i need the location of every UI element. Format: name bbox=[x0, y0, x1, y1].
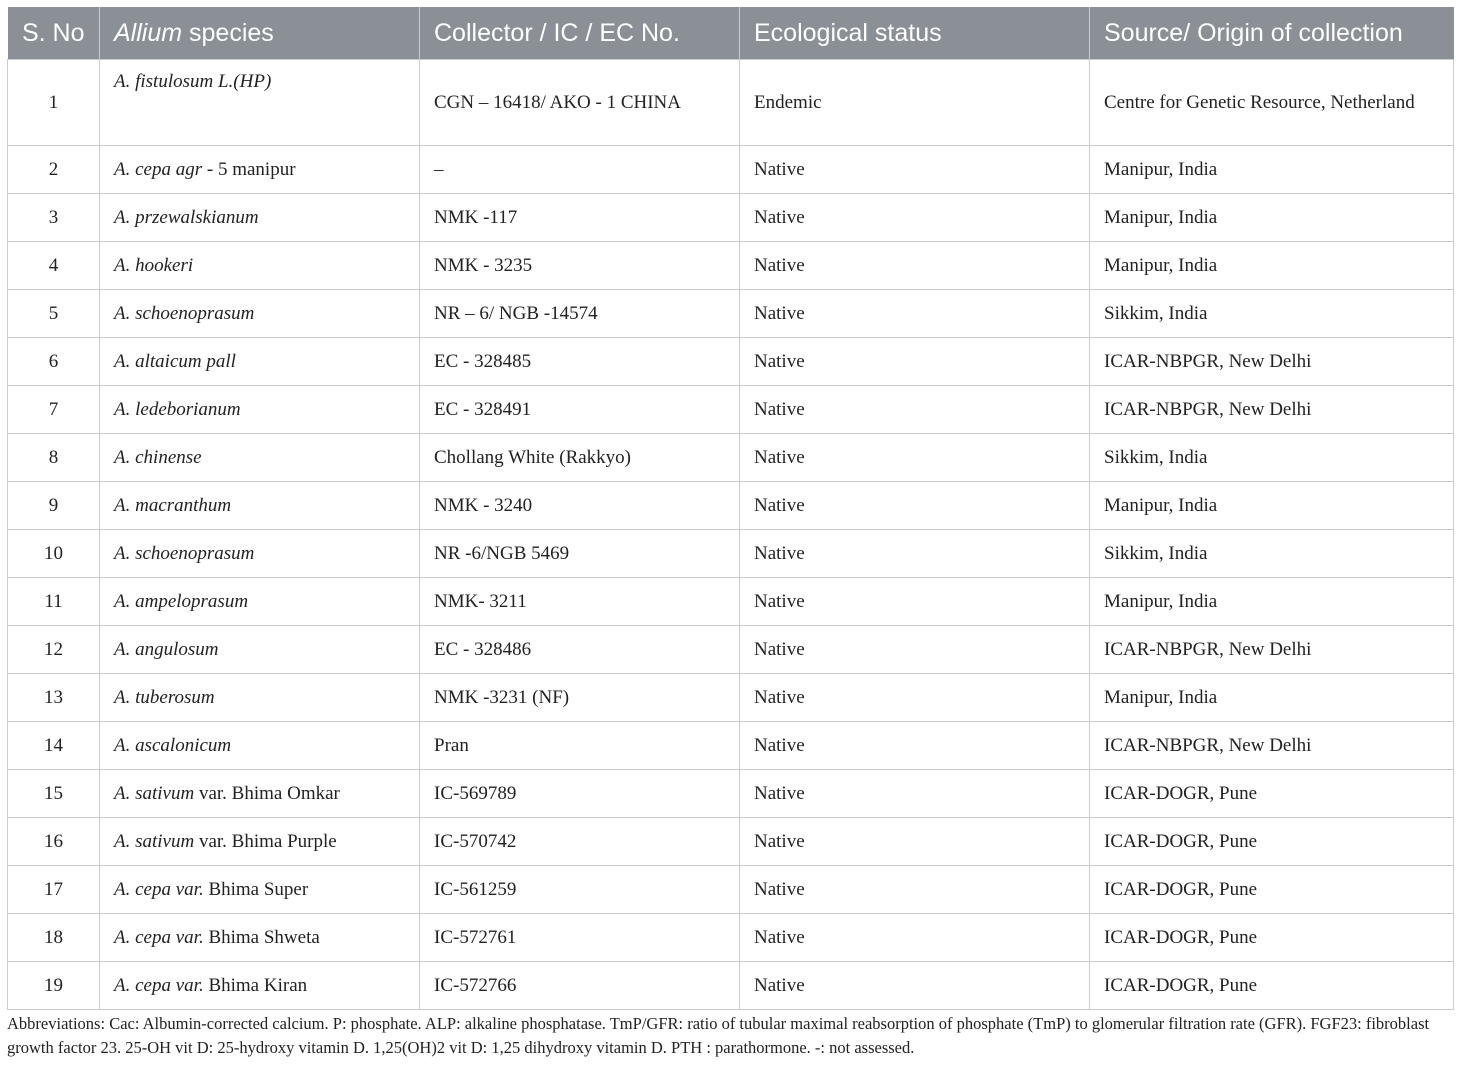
species-italic: A. przewalskianum bbox=[114, 206, 259, 228]
row-species bbox=[100, 434, 420, 482]
row-status: Native bbox=[740, 242, 1090, 290]
row-species bbox=[100, 722, 420, 770]
row-number: 1 bbox=[8, 60, 100, 146]
row-species bbox=[100, 290, 420, 338]
row-collector: IC-569789 bbox=[420, 770, 740, 818]
species-italic: A. tuberosum bbox=[114, 686, 215, 708]
row-number: 5 bbox=[8, 290, 100, 338]
row-collector: CGN – 16418/ AKO - 1 CHINA bbox=[420, 60, 740, 146]
species-rest: Bhima Kiran bbox=[203, 974, 308, 996]
row-species bbox=[100, 60, 420, 146]
row-number: 16 bbox=[8, 818, 100, 866]
row-number: 6 bbox=[8, 338, 100, 386]
table-row bbox=[8, 530, 1454, 578]
table-row bbox=[8, 386, 1454, 434]
row-source: Sikkim, India bbox=[1090, 530, 1454, 578]
row-collector: EC - 328491 bbox=[420, 386, 740, 434]
table-row bbox=[8, 914, 1454, 962]
row-status: Native bbox=[740, 386, 1090, 434]
species-italic: A. schoenoprasum bbox=[114, 302, 255, 324]
row-number: 18 bbox=[8, 914, 100, 962]
table-row bbox=[8, 482, 1454, 530]
row-status: Native bbox=[740, 434, 1090, 482]
species-italic: A. sativum bbox=[114, 782, 195, 804]
row-status: Native bbox=[740, 146, 1090, 194]
row-number: 19 bbox=[8, 962, 100, 1010]
header-sno: S. No bbox=[8, 7, 100, 60]
row-status: Native bbox=[740, 770, 1090, 818]
row-source: ICAR-NBPGR, New Delhi bbox=[1090, 386, 1454, 434]
row-species bbox=[100, 482, 420, 530]
row-number: 8 bbox=[8, 434, 100, 482]
row-source: ICAR-DOGR, Pune bbox=[1090, 914, 1454, 962]
row-collector: EC - 328486 bbox=[420, 626, 740, 674]
header-row bbox=[8, 7, 1454, 60]
species-rest: var. Bhima Purple bbox=[194, 830, 337, 852]
row-source: Manipur, India bbox=[1090, 242, 1454, 290]
row-species bbox=[100, 962, 420, 1010]
row-species bbox=[100, 530, 420, 578]
table-row bbox=[8, 818, 1454, 866]
row-species bbox=[100, 386, 420, 434]
species-italic: A. hookeri bbox=[114, 254, 194, 276]
row-collector: NMK - 3240 bbox=[420, 482, 740, 530]
table-footnote: Abbreviations: Cac: Albumin-corrected calcium. P: phosphate. ALP: alkaline phosphatase. TmP/GFR: ratio of tubular maximal reabsorption of phosphate (TmP) to glomerular filtration rate (GFR). FGF23: fibroblast growth factor 23. 25-OH vit D: 25-hydroxy vitamin D. 1,25(OH)2 vit D: 1,25 dihydroxy vitamin D. PTH : parathormone. -: not assessed. bbox=[7, 1014, 1430, 1057]
row-status: Native bbox=[740, 818, 1090, 866]
row-status: Native bbox=[740, 866, 1090, 914]
row-collector: Chollang White (Rakkyo) bbox=[420, 434, 740, 482]
row-source: Manipur, India bbox=[1090, 146, 1454, 194]
table-row bbox=[8, 674, 1454, 722]
row-status: Native bbox=[740, 674, 1090, 722]
species-italic: A. macranthum bbox=[114, 494, 232, 516]
row-species bbox=[100, 146, 420, 194]
species-rest: Bhima Shweta bbox=[203, 926, 320, 948]
row-source: Sikkim, India bbox=[1090, 434, 1454, 482]
row-status: Native bbox=[740, 482, 1090, 530]
table-body bbox=[8, 60, 1454, 1010]
row-source: Manipur, India bbox=[1090, 482, 1454, 530]
row-number: 17 bbox=[8, 866, 100, 914]
table-row bbox=[8, 434, 1454, 482]
species-italic: A. angulosum bbox=[114, 638, 219, 660]
header-collector: Collector / IC / EC No. bbox=[420, 7, 740, 60]
row-source: ICAR-DOGR, Pune bbox=[1090, 962, 1454, 1010]
row-number: 10 bbox=[8, 530, 100, 578]
row-status: Endemic bbox=[740, 60, 1090, 146]
row-source: Sikkim, India bbox=[1090, 290, 1454, 338]
row-collector: IC-572761 bbox=[420, 914, 740, 962]
row-species bbox=[100, 242, 420, 290]
row-status: Native bbox=[740, 962, 1090, 1010]
table-row bbox=[8, 626, 1454, 674]
row-collector: IC-570742 bbox=[420, 818, 740, 866]
allium-species-table bbox=[7, 7, 1454, 1010]
row-species bbox=[100, 866, 420, 914]
row-collector: IC-572766 bbox=[420, 962, 740, 1010]
header-species bbox=[100, 7, 420, 60]
species-italic: A. cepa var. bbox=[114, 878, 204, 900]
row-species bbox=[100, 818, 420, 866]
row-source: ICAR-NBPGR, New Delhi bbox=[1090, 626, 1454, 674]
table-row bbox=[8, 60, 1454, 146]
row-source: ICAR-DOGR, Pune bbox=[1090, 866, 1454, 914]
row-collector: NMK -3231 (NF) bbox=[420, 674, 740, 722]
row-collector: NR -6/NGB 5469 bbox=[420, 530, 740, 578]
row-collector: NR – 6/ NGB -14574 bbox=[420, 290, 740, 338]
species-italic: A. ascalonicum bbox=[114, 734, 232, 756]
row-status: Native bbox=[740, 578, 1090, 626]
row-source: ICAR-DOGR, Pune bbox=[1090, 818, 1454, 866]
row-source: Centre for Genetic Resource, Netherland bbox=[1090, 60, 1454, 146]
header-status: Ecological status bbox=[740, 7, 1090, 60]
row-source: ICAR-NBPGR, New Delhi bbox=[1090, 338, 1454, 386]
species-italic: A. ampeloprasum bbox=[114, 590, 249, 612]
row-species bbox=[100, 674, 420, 722]
row-number: 13 bbox=[8, 674, 100, 722]
table-row bbox=[8, 194, 1454, 242]
row-status: Native bbox=[740, 194, 1090, 242]
species-italic: A. fistulosum L.(HP) bbox=[114, 71, 272, 92]
species-rest: - 5 manipur bbox=[202, 158, 296, 180]
row-species bbox=[100, 770, 420, 818]
row-status: Native bbox=[740, 338, 1090, 386]
row-number: 7 bbox=[8, 386, 100, 434]
row-source: ICAR-DOGR, Pune bbox=[1090, 770, 1454, 818]
table-row bbox=[8, 338, 1454, 386]
row-number: 14 bbox=[8, 722, 100, 770]
table-row bbox=[8, 722, 1454, 770]
row-species bbox=[100, 194, 420, 242]
row-status: Native bbox=[740, 626, 1090, 674]
header-species-italic: Allium bbox=[114, 18, 183, 47]
row-species bbox=[100, 578, 420, 626]
row-number: 3 bbox=[8, 194, 100, 242]
row-number: 11 bbox=[8, 578, 100, 626]
row-number: 15 bbox=[8, 770, 100, 818]
table-row bbox=[8, 962, 1454, 1010]
species-italic: A. sativum bbox=[114, 830, 195, 852]
table-row bbox=[8, 770, 1454, 818]
row-collector: EC - 328485 bbox=[420, 338, 740, 386]
species-italic: A. schoenoprasum bbox=[114, 542, 255, 564]
row-collector: NMK -117 bbox=[420, 194, 740, 242]
row-collector: Pran bbox=[420, 722, 740, 770]
row-source: Manipur, India bbox=[1090, 194, 1454, 242]
row-number: 4 bbox=[8, 242, 100, 290]
row-species bbox=[100, 338, 420, 386]
species-italic: A. cepa var. bbox=[114, 926, 204, 948]
species-italic: A. cepa agr bbox=[114, 158, 203, 180]
row-status: Native bbox=[740, 914, 1090, 962]
row-source: ICAR-NBPGR, New Delhi bbox=[1090, 722, 1454, 770]
row-species bbox=[100, 914, 420, 962]
row-status: Native bbox=[740, 722, 1090, 770]
row-collector: – bbox=[420, 146, 740, 194]
table-container bbox=[7, 7, 1453, 1010]
row-number: 9 bbox=[8, 482, 100, 530]
table-row bbox=[8, 146, 1454, 194]
row-source: Manipur, India bbox=[1090, 578, 1454, 626]
table-row bbox=[8, 578, 1454, 626]
row-number: 12 bbox=[8, 626, 100, 674]
row-collector: IC-561259 bbox=[420, 866, 740, 914]
row-status: Native bbox=[740, 530, 1090, 578]
table-row bbox=[8, 290, 1454, 338]
species-italic: A. cepa var. bbox=[114, 974, 204, 996]
row-status: Native bbox=[740, 290, 1090, 338]
row-number: 2 bbox=[8, 146, 100, 194]
row-species bbox=[100, 626, 420, 674]
table-row bbox=[8, 242, 1454, 290]
species-italic: A. altaicum pall bbox=[114, 350, 236, 372]
table-row bbox=[8, 866, 1454, 914]
header-species-rest: species bbox=[182, 18, 274, 47]
header-source: Source/ Origin of collection bbox=[1090, 7, 1454, 60]
row-collector: NMK- 3211 bbox=[420, 578, 740, 626]
species-italic: A. chinense bbox=[114, 446, 202, 468]
table-header bbox=[8, 7, 1454, 60]
row-source: Manipur, India bbox=[1090, 674, 1454, 722]
row-collector: NMK - 3235 bbox=[420, 242, 740, 290]
species-italic: A. ledeborianum bbox=[114, 398, 241, 420]
species-rest: var. Bhima Omkar bbox=[194, 782, 340, 804]
species-rest: Bhima Super bbox=[203, 878, 309, 900]
